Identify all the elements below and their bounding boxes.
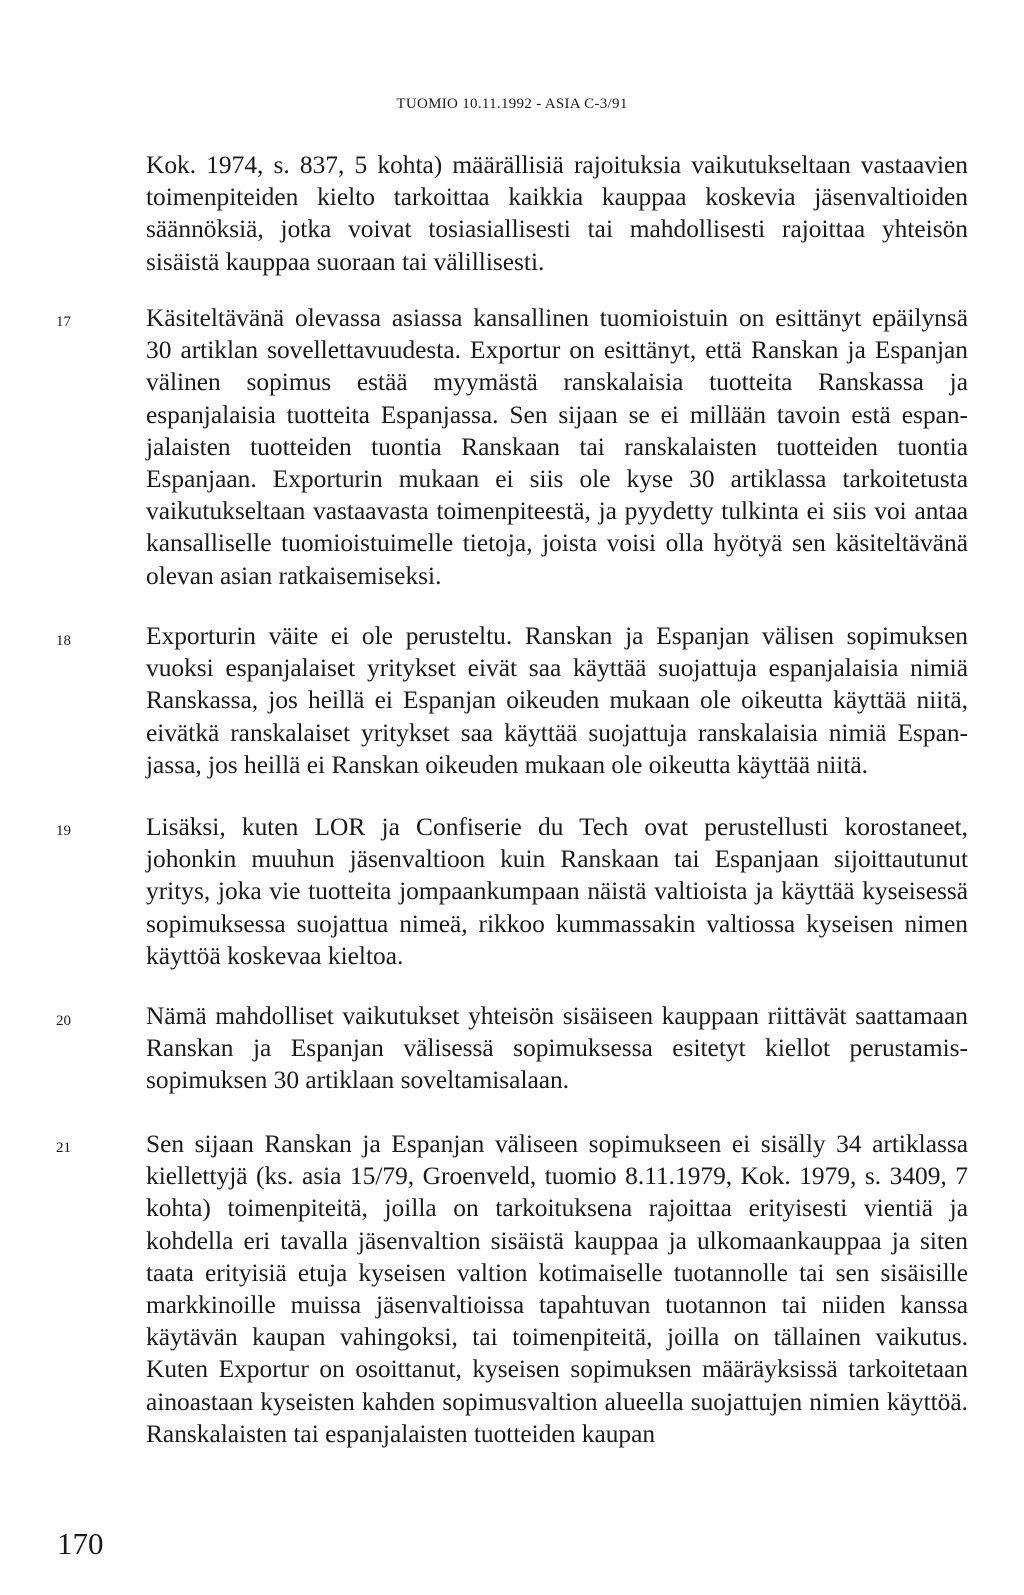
paragraph-number: 17 <box>56 314 71 330</box>
paragraph-19: Lisäksi, kuten LOR ja Confiserie du Tech ovat perustellusti korostaneet, johonkin muuhun jäsenvaltioon kuin Ranskaan tai Espanjaan sijoittautunut yritys, joka vie tuotteita jompaankumpaan näistä valtioista ja käyttää kyseisessä sopimuksessa suojattua nimeä, rikkoo kummassakin valtiossa kyseisen nimen käyttöä koskevaa kieltoa. <box>146 813 968 970</box>
paragraph-18: Exporturin väite ei ole perusteltu. Ranskan ja Espanjan välisen sopimuksen vuoksi espanjalaiset yritykset eivät saa käyttää suojattuja espanjalaisia nimiä Ranskassa, jos heillä ei Espanjan oikeuden mukaan ole oikeutta käyttää niitä, eivätkä ranskalaiset yritykset saa käyttää suojattuja ranskalaisia nimiä Espanjassa, jos heillä ei Ranskan oikeuden mukaan ole oikeutta käyttää niitä. <box>146 622 968 779</box>
paragraph-number: 20 <box>56 1013 71 1029</box>
paragraph-number: 21 <box>56 1140 71 1156</box>
paragraph-21: Sen sijaan Ranskan ja Espanjan väliseen sopimukseen ei sisälly 34 artiklassa kiellettyjä (ks. asia 15/79, Groenveld, tuomio 8.11.1979, Kok. 1979, s. 3409, 7 kohta) toimenpiteitä, joilla on tarkoituksena rajoittaa erityisesti vientiä ja kohdella eri tavalla jäsenvaltion sisäistä kauppaa ja ulkomaankauppaa ja siten taata erityisiä etuja kyseisen valtion kotimaiselle tuotannolle tai sen sisäisille markkinoille muissa jäsenvaltioissa tapahtuvan tuotannon tai niiden kanssa käytävän kaupan vahingoksi, tai toimenpiteitä, joilla on tällainen vaikutus. Kuten Exportur on osoittanut, kyseisen sopimuksen määräyksissä tarkoitetaan ainoastaan kyseisten kahden sopimusvaltion alueella suojattujen nimien käyttöä. Ranskalaisten tai espanjalaisten tuotteiden kaupan <box>146 1130 968 1448</box>
paragraph-17: Käsiteltävänä olevassa asiassa kansallinen tuomioistuin on esittänyt epäilynsä 30 artiklan sovellettavuudesta. Exportur on esittänyt, että Ranskan ja Espanjan välinen sopimus estää myymästä ranskalaisia tuotteita Ranskassa ja espanjalaisia tuotteita Espanjassa. Sen sijaan se ei millään tavoin estä espanjalaisten tuotteiden tuontia Ranskaan tai ranskalaisten tuotteiden tuontia Espanjaan. Exporturin mukaan ei siis ole kyse 30 artiklassa tarkoitetusta vaikutukseltaan vastaavasta toimenpiteestä, ja pyydetty tulkinta ei siis voi antaa kansalliselle tuomioistuimelle tietoja, joista voisi olla hyötyä sen käsiteltävänä olevan asian ratkaisemiseksi. <box>146 304 968 590</box>
paragraph-number: 19 <box>56 823 71 839</box>
paragraph-number: 18 <box>56 633 71 649</box>
page-number: 170 <box>57 1526 104 1561</box>
paragraph-20: Nämä mahdolliset vaikutukset yhteisön sisäiseen kauppaan riittävät saattamaan Ranskan ja Espanjan välisessä sopimuksessa esitetyt kiellot perustamissopimuksen 30 artiklaan soveltamisalaan. <box>146 1002 968 1095</box>
running-header: TUOMIO 10.11.1992 - ASIA C-3/91 <box>396 96 628 112</box>
paragraph-continuation: Kok. 1974, s. 837, 5 kohta) määrällisiä rajoituksia vaikutukseltaan vastaavien toimenpiteiden kielto tarkoittaa kaikkia kauppaa koskevia jäsenvaltioiden säännöksiä, jotka voivat tosiasiallisesti tai mahdollisesti rajoittaa yhteisön sisäistä kauppaa suoraan tai välillisesti. <box>146 151 968 276</box>
